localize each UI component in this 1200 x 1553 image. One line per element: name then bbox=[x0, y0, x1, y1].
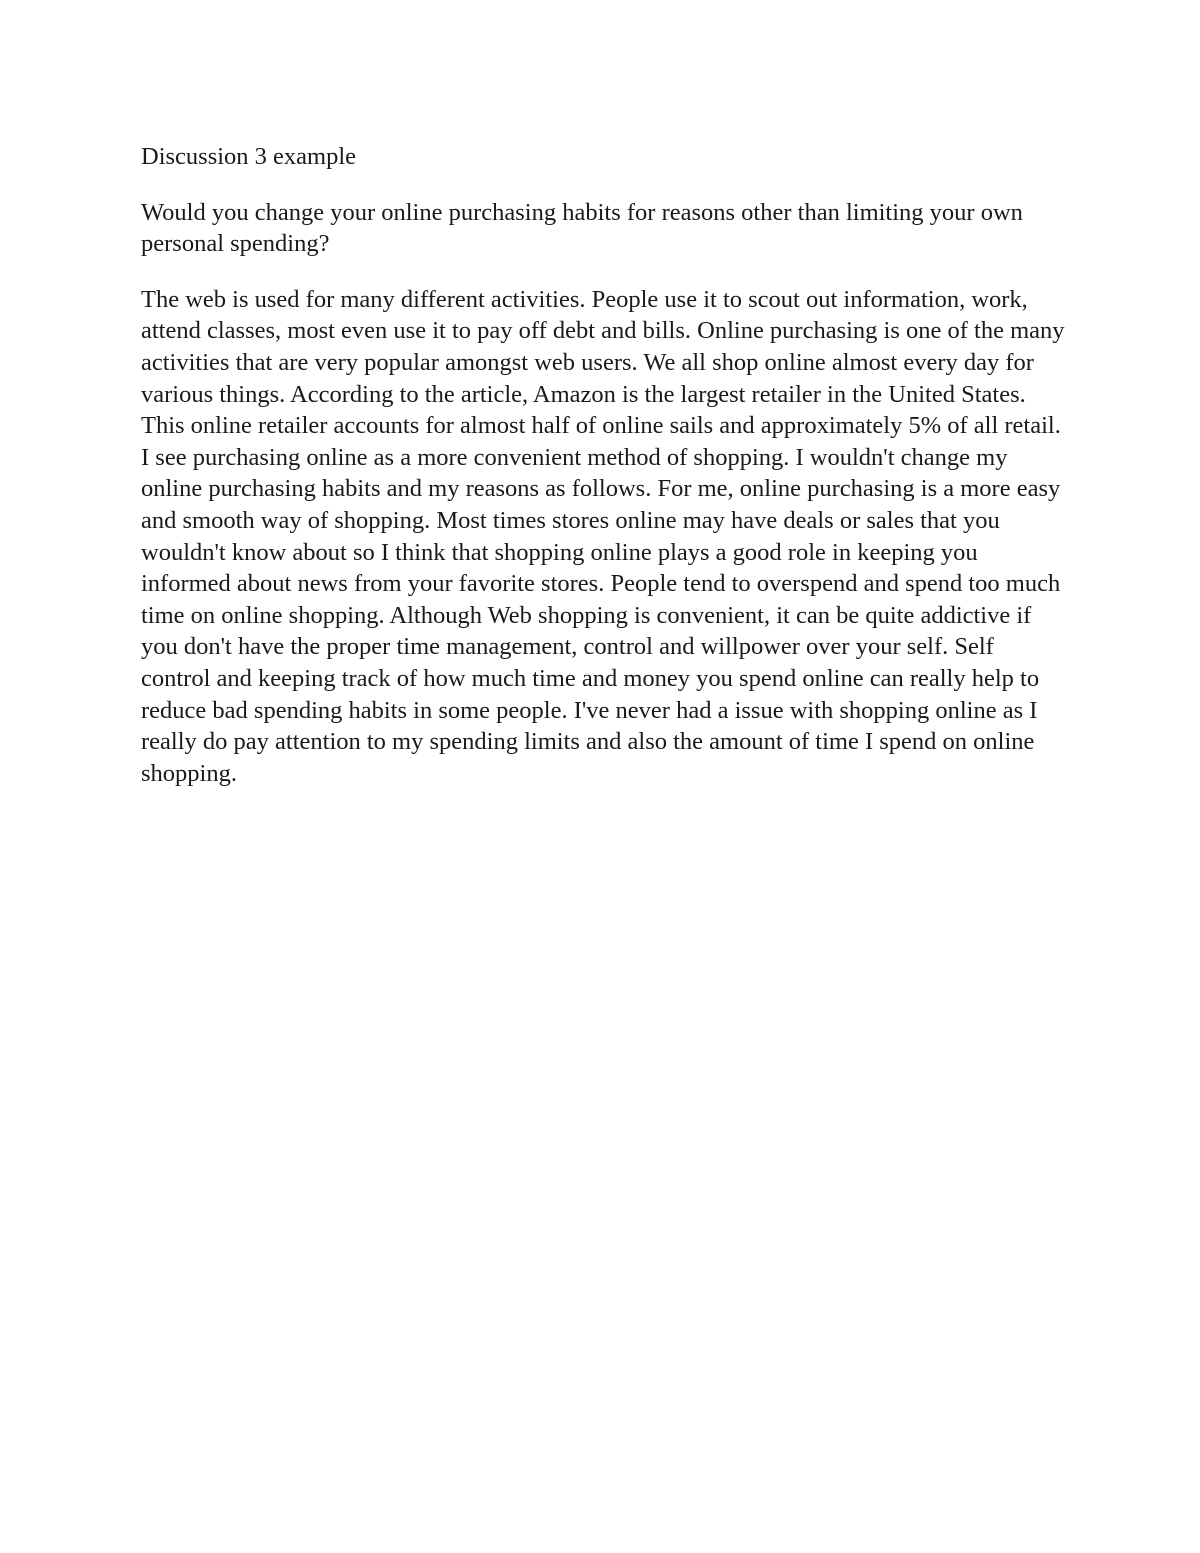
discussion-question: Would you change your online purchasing habits for reasons other than limiting your own personal spending? bbox=[141, 198, 1023, 258]
document-body bbox=[141, 141, 1066, 789]
discussion-response: The web is used for many different activities. People use it to scout out information, work, attend classes, most even use it to pay off debt and bills. Online purchasing is one of the many activities that are very popular amongst web users. We all shop online almost every day for various things. According to the article, Amazon is the largest retailer in the United States. This online retailer accounts for almost half of online sails and approximately 5% of all retail. I see purchasing online as a more convenient method of shopping. I wouldn't change my online purchasing habits and my reasons as follows. For me, online purchasing is a more easy and smooth way of shopping. Most times stores online may have deals or sales that you wouldn't know about so I think that shopping online plays a good role in keeping you informed about news from your favorite stores. People tend to overspend and spend too much time on online shopping. Although Web shopping is convenient, it can be quite addictive if you don't have the proper time management, control and willpower over your self. Self control and keeping track of how much time and money you spend online can really help to reduce bad spending habits in some people. I've never had a issue with shopping online as I really do pay attention to my spending limits and also the amount of time I spend on online shopping. bbox=[141, 285, 1065, 787]
document-title: Discussion 3 example bbox=[141, 143, 357, 170]
